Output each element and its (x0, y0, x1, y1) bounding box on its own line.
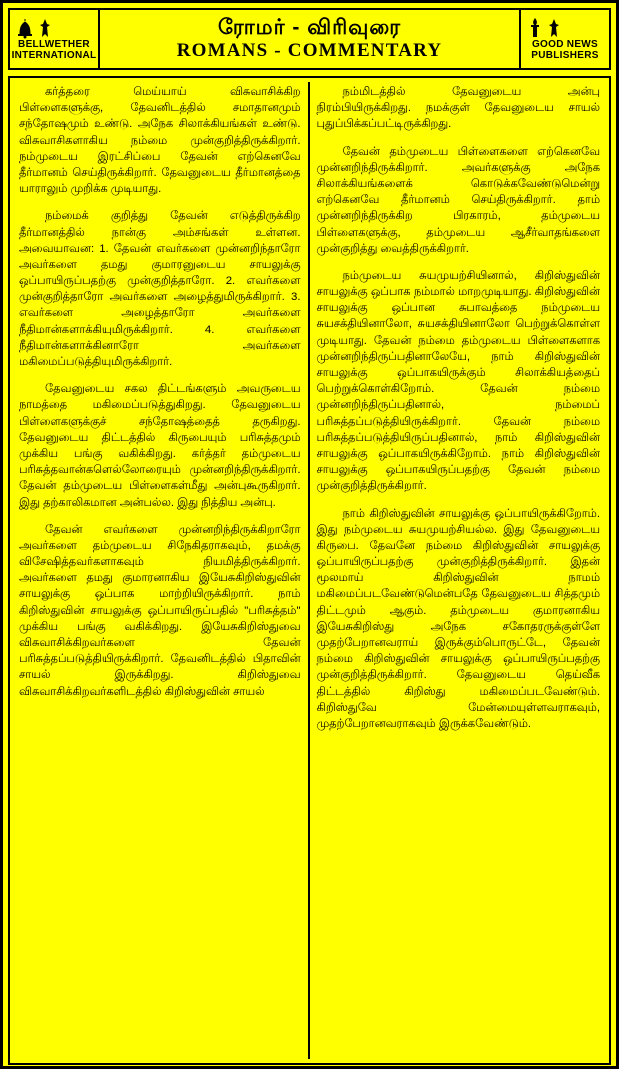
torch-icon (522, 17, 608, 39)
page-title-english: ROMANS - COMMENTARY (176, 40, 443, 62)
publisher-right-name-line1: GOOD NEWS (531, 38, 599, 50)
paragraph: நம்மிடத்தில் தேவனுடைய அன்பு நிரம்பியிருக்கிறது. நமக்குள் தேவனுடைய சாயல் புதுப்பிக்கப்பட்டிருக்கிறது. (316, 86, 600, 131)
paragraph: கர்த்தரை மெய்யாய் விசுவாசிக்கிற பிள்ளைகளுக்கு, தேவனிடத்தில் சமாதானமும் சந்தோஷமும் உண்டு. அநேக சிலாக்கியங்கள் உண்டு. விசுவாசிகளாகிய நம்மை முன்குறித்திருக்கிறார். நம்முடைய இரட்சிப்பை தேவன் எற்கெனவே தீர்மானம் செய்திருக்கிறார். தேவனுடைய தீர்மானத்தை யாராலும் முறிக்க முடியாது. (19, 86, 301, 196)
document-title-block (100, 10, 519, 68)
column-left (12, 82, 310, 1059)
bell-icon (11, 17, 97, 39)
paragraph: நம்மைக் குறித்து தேவன் எடுத்திருக்கிற தீர்மானத்தில் நான்கு அம்சங்கள் உள்ளன. அவையாவன: 1. தேவன் எவர்களை முன்னறிந்தாரோ அவர்களை தமது குமாரனுடைய சாயலுக்கு ஒப்பாயிருப்பதற்கு முன்குறித்தாரோ. 2. எவர்களை முன்குறித்தாரோ அவர்களை அழைத்துமிருக்கிறார். 3. எவர்களை அழைத்தாரோ அவர்களை நீதிமான்களாக்கியுமிருக்கிறார். 4. எவர்களை நீதிமான்களாக்கினாரோ அவர்களை மகிமைப்படுத்தியுமிருக்கிறார். (19, 210, 301, 368)
publisher-logo-left (10, 10, 100, 68)
paragraph: நாம் கிறிஸ்துவின் சாயலுக்கு ஒப்பாயிருக்கிறோம். இது நம்முடைய சுயமுயற்சியல்ல. இது தேவனுடைய கிருபை. தேவனே நம்மை கிறிஸ்துவின் சாயலுக்கு ஒப்பாயிருப்பதற்கு முன்குறித்திருக்கிறார். இதன் மூலமாய் கிறிஸ்துவின் நாமம் மகிமைப்படவேண்டுமென்பதே தேவனுடைய சித்தமும் திட்டமும் ஆகும். தம்முடைய குமாரனாகிய இயேசுகிறிஸ்து அநேக சகோதரருக்குள்ளே முதற்பேறானவராய் இருக்கும்பொருட்டே, தேவன் நம்மை கிறிஸ்துவின் சாயலுக்கு ஒப்பாயிருப்பதற்கு முன்குறித்திருக்கிறார். தேவனுடைய தெய்வீக திட்டத்தில் கிறிஸ்து மகிமைப்படவேண்டும். கிறிஸ்துவே மேன்மையுள்ளவராகவும், முதற்பேறானவராகவும் இருக்கவேண்டும். (316, 507, 600, 730)
document-body (8, 76, 611, 1065)
column-right (310, 82, 608, 1059)
page-title-tamil: ரோமர் - விரிவுரை (217, 16, 402, 39)
paragraph: நம்முடைய சுயமுயற்சியினால், கிறிஸ்துவின் சாயலுக்கு ஒப்பாக நம்மால் மாறமுடியாது. கிறிஸ்துவின் சாயலுக்கு ஒப்பான சுபாவத்தை நம்முடைய சுயசக்தியினாலோ, சுயசக்தியினாலோ பெற்றுக்கொள்ள முடியாது. தேவன் நம்மை தம்முடைய பிள்ளைகளாக முன்னறிந்திருப்பதினாலேயே, நாம் கிறிஸ்துவின் சாயலுக்கு ஒப்பாகயிருக்கும் சிலாக்கியத்தைப் பெற்றுக்கொள்கிறோம். தேவன் நம்மை முன்னறிந்திருப்பதினால், நம்மைப் பரிசுத்தப்படுத்தியிருக்கிறார். தேவன் நம்மை பரிசுத்தப்படுத்தியிருப்பதினால், நாம் கிறிஸ்துவின் சாயலுக்கு ஒப்பாகயிருக்கிறோம். நாம் கிறிஸ்துவின் சாயலுக்கு ஒப்பாகயிருப்பதற்கு தேவன் நம்மை முன்குறித்திருக்கிறார். (316, 269, 600, 493)
paragraph: தேவன் எவர்களை முன்னறிந்திருக்கிறாரோ அவர்களை தம்முடைய சிநேகிதராகவும், தமக்கு விசேஷித்தவர்களாகவும் நியமித்திருக்கிறார். அவர்களை தமது குமாரனாகிய இயேசுகிறிஸ்துவின் சாயலுக்கு ஒப்பாக மாற்றியிருக்கிறார். நாம் கிறிஸ்துவின் சாயலுக்கு ஒப்பாயிருப்பதில் "பரிசுத்தம்" முக்கிய பங்கு வகிக்கிறது. இயேசுகிறிஸ்துவை விசுவாசிக்கிறவர்களை தேவன் பரிசுத்தப்படுத்தியிருக்கிறார். தேவனிடத்தில் பிதாவின் சாயல் இருக்கிறது. கிறிஸ்துவை விசுவாசிக்கிறவர்களிடத்தில் கிறிஸ்துவின் சாயல் (19, 523, 301, 698)
publisher-left-name-line2: INTERNATIONAL (11, 50, 97, 61)
publisher-logo-right (519, 10, 609, 68)
document-header (8, 8, 611, 70)
paragraph: தேவனுடைய சகல திட்டங்களும் அவருடைய நாமத்தை மகிமைப்படுத்துகிறது. தேவனுடைய பிள்ளைகளுக்குச் சந்தோஷத்தைத் தருகிறது. தேவனுடைய திட்டத்தில் கிருபையும் பரிசுத்தமும் முக்கிய பங்கு வகிக்கிறது. கர்த்தர் தம்முடைய பரிசுத்தவான்களெல்லோரையும் முன்னறிந்திருக்கிறார். தேவன் தம்முடைய பிள்ளைகள்மீது அன்புகூருகிறார். இது தற்காலிகமான அன்பல்ல. இது நித்திய அன்பு. (19, 383, 301, 509)
paragraph: தேவன் தம்முடைய பிள்ளைகளை எற்கெனவே முன்னறிந்திருக்கிறார். அவர்களுக்கு அநேக சிலாக்கியங்களைக் கொடுக்கவேண்டுமென்று எற்கெனவே தீர்மானம் செய்திருக்கிறார். தாம் முன்னறிந்திருக்கிற பிரகாரம், தம்முடைய பிள்ளைகளுக்கு, தம்முடைய ஆசீர்வாதங்களை முன்குறித்து வைத்திருக்கிறார். (316, 145, 600, 255)
publisher-left-name-line1: BELLWETHER (18, 38, 90, 50)
publisher-right-name-line2: PUBLISHERS (531, 50, 599, 61)
